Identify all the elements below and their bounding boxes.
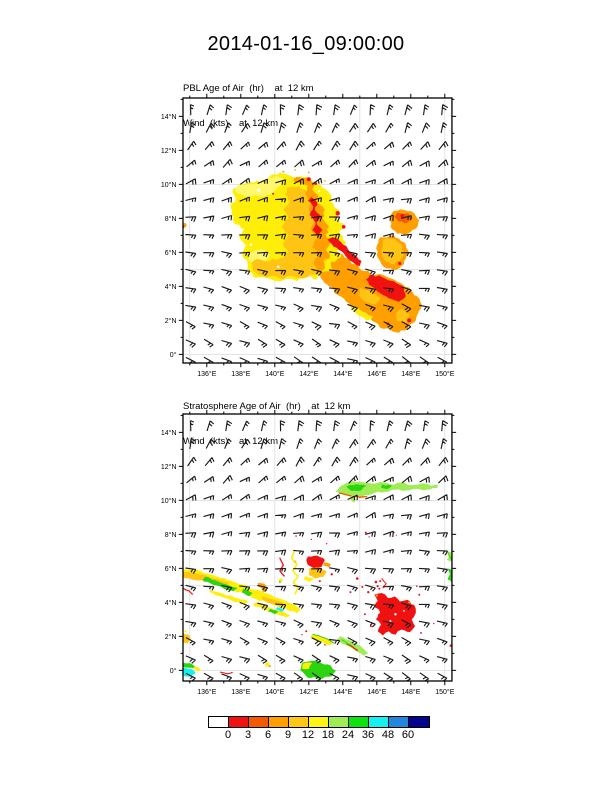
figure-title: 2014-01-16_09:00:00 <box>207 33 405 55</box>
lat-tick-label: 14°N <box>160 429 177 437</box>
age-colorbar <box>208 716 430 728</box>
lon-tick-label: 138°E <box>231 371 251 378</box>
lat-tick-label: 12°N <box>160 463 177 471</box>
age-spot-orange <box>408 601 410 603</box>
lat-tick-label: 6°N <box>164 565 177 573</box>
age-region-amber <box>179 633 190 643</box>
colorbar-cell <box>409 717 429 727</box>
age-spot-red <box>368 536 369 537</box>
age-spot-white <box>394 613 396 615</box>
panel2-subtitle-line2: Wind (kts) at 12 km <box>183 435 279 447</box>
colorbar-cell <box>349 717 369 727</box>
lon-tick-label: 140°E <box>265 371 285 378</box>
age-region-orange <box>323 562 331 567</box>
lat-tick-label: 4°N <box>164 599 177 607</box>
age-spot-red <box>401 214 405 218</box>
lon-tick-label: 146°E <box>367 371 387 378</box>
colorbar-label: 18 <box>321 729 335 741</box>
lon-tick-label: 142°E <box>299 689 319 696</box>
lat-tick-label: 4°N <box>164 283 177 291</box>
age-spot-red <box>375 581 378 584</box>
lon-tick-label: 144°E <box>333 371 353 378</box>
age-spot-orange <box>308 172 310 174</box>
colorbar-cell <box>329 717 349 727</box>
colorbar-label: 60 <box>401 729 415 741</box>
age-spot-red <box>356 577 359 580</box>
colorbar-label: 0 <box>224 729 232 741</box>
age-spot-white <box>318 190 320 192</box>
lon-tick-label: 136°E <box>197 689 217 696</box>
age-spot-red <box>342 225 346 229</box>
age-spot-red <box>364 613 366 615</box>
age-spot-orange <box>282 171 284 173</box>
lat-tick-label: 0° <box>169 351 177 359</box>
age-spot-red <box>319 580 321 582</box>
colorbar-cell <box>269 717 289 727</box>
axis-ticks <box>179 410 456 685</box>
age-spot-white <box>389 620 391 622</box>
colorbar-cell <box>249 717 269 727</box>
colorbar-label: 24 <box>341 729 355 741</box>
lon-tick-label: 138°E <box>231 689 251 696</box>
age-spot-red <box>377 585 379 587</box>
age-spot-red <box>416 585 418 587</box>
lon-tick-label: 148°E <box>401 689 421 696</box>
age-spot-red <box>295 535 297 537</box>
age-spot-green <box>279 581 281 583</box>
age-region-yellowgreen <box>337 636 368 656</box>
age-spot-red <box>331 573 333 575</box>
age-spot-white <box>250 244 252 246</box>
lon-tick-label: 140°E <box>265 689 285 696</box>
age-spot-red <box>365 532 367 534</box>
colorbar-label: 9 <box>284 729 292 741</box>
lat-tick-label: 12°N <box>160 147 177 155</box>
lat-tick-label: 2°N <box>164 633 177 641</box>
age-streak-yellow <box>292 551 298 594</box>
age-spot-red <box>311 539 312 540</box>
panel2-subtitle-line1: Stratosphere Age of Air (hr) at 12 km <box>183 401 351 412</box>
age-region-red <box>306 556 325 569</box>
age-spot-red <box>433 623 434 624</box>
age-spot-amber <box>294 560 296 562</box>
lon-tick-label: 146°E <box>367 689 387 696</box>
age-spot-white <box>257 189 260 192</box>
age-spot-red <box>361 586 363 588</box>
lon-tick-label: 144°E <box>333 689 353 696</box>
age-region-cyan <box>180 668 196 677</box>
lat-tick-label: 6°N <box>164 249 177 257</box>
colorbar-cell <box>369 717 389 727</box>
lat-tick-label: 14°N <box>160 113 177 121</box>
age-spot-red <box>326 543 327 544</box>
colorbar-cell <box>229 717 249 727</box>
lat-tick-label: 8°N <box>164 215 177 223</box>
age-spot-red <box>396 535 397 536</box>
lat-tick-label: 2°N <box>164 317 177 325</box>
lat-tick-label: 10°N <box>160 181 177 189</box>
colorbar-label: 3 <box>244 729 252 741</box>
lat-tick-label: 0° <box>169 667 177 675</box>
colorbar-cell <box>309 717 329 727</box>
stratosphere-age-map-panel <box>150 406 470 708</box>
age-spot-red <box>349 591 351 593</box>
age-regions <box>179 481 455 679</box>
age-spot-red <box>272 193 274 195</box>
age-spot-red <box>305 630 307 632</box>
age-spot-red <box>378 588 380 590</box>
lon-tick-label: 136°E <box>197 371 217 378</box>
colorbar-label: 48 <box>381 729 395 741</box>
age-spot-red <box>407 318 411 322</box>
age-spot-red <box>398 262 401 265</box>
panel1-subtitle-line2: Wind (kts) at 12 km <box>183 117 279 129</box>
age-spot-red <box>301 634 302 635</box>
colorbar-cell <box>389 717 409 727</box>
age-spot-white <box>403 610 405 612</box>
age-spot-red <box>307 177 311 181</box>
lat-tick-label: 10°N <box>160 497 177 505</box>
panel1-subtitle-line1: PBL Age of Air (hr) at 12 km <box>183 83 314 94</box>
age-streak-red <box>280 558 284 576</box>
age-spot-red <box>336 211 340 215</box>
age-spot-orange <box>269 665 271 667</box>
age-spot-red <box>418 594 420 596</box>
colorbar-label: 6 <box>264 729 272 741</box>
colorbar-label: 36 <box>361 729 375 741</box>
age-spot-red <box>367 591 369 593</box>
age-region-yellow <box>304 576 314 582</box>
colorbar-cell <box>289 717 309 727</box>
wind-barbs-layer <box>185 421 448 682</box>
age-spot-yellow <box>185 630 187 632</box>
lon-tick-label: 148°E <box>401 371 421 378</box>
age-spot-red <box>379 580 381 582</box>
age-streak-red <box>180 588 192 594</box>
colorbar-cell <box>209 717 229 727</box>
age-spot-white <box>277 266 280 269</box>
age-spot-orange <box>324 180 326 182</box>
age-spot-orange <box>294 169 296 171</box>
age-spot-orange <box>376 594 378 596</box>
age-spot-red <box>420 632 422 634</box>
colorbar-label: 12 <box>301 729 315 741</box>
lon-tick-label: 142°E <box>299 371 319 378</box>
pbl-age-map-panel <box>150 90 470 392</box>
lat-tick-label: 8°N <box>164 531 177 539</box>
lon-tick-label: 150°E <box>435 689 455 696</box>
lon-tick-label: 150°E <box>435 371 455 378</box>
age-spot-red <box>324 644 326 646</box>
